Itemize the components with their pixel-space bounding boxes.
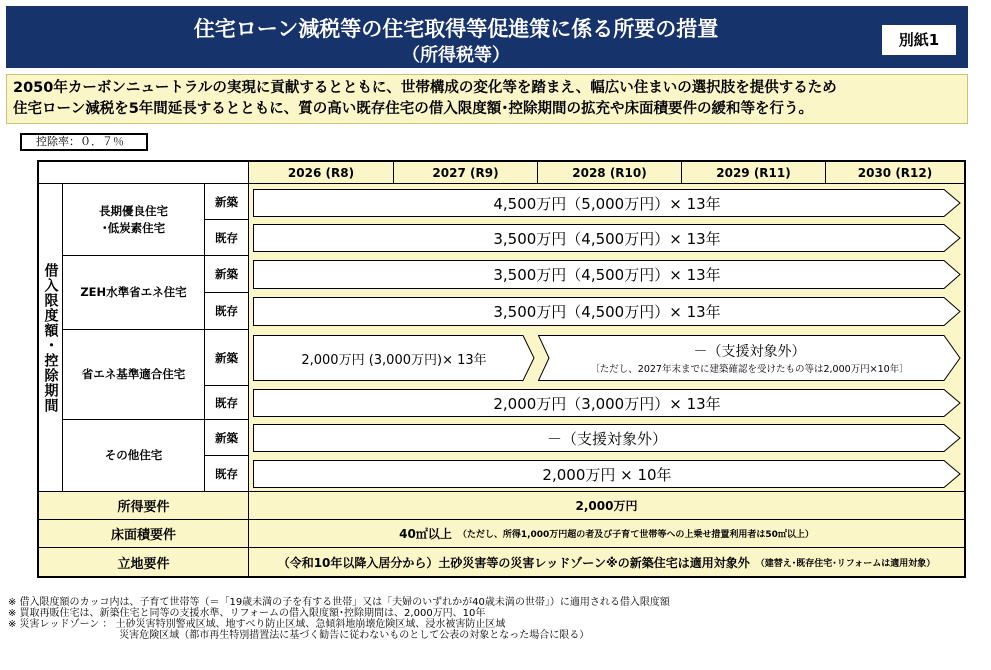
arrow-energy-new-b bbox=[538, 335, 961, 381]
arrow-longlife-existing bbox=[253, 224, 961, 252]
arrow-energy-existing bbox=[253, 389, 961, 417]
value-other-new: －（支援対象外） bbox=[546, 429, 667, 448]
page-subtitle: （所得税等） bbox=[402, 45, 510, 66]
value-energy-new-b-note: 〔ただし、2027年末までに建築確認を受けたもの等は2,000万円×10年〕 bbox=[590, 364, 909, 375]
sub-existing-longlife: 既存 bbox=[205, 220, 249, 256]
floor-requirement-value bbox=[249, 520, 964, 548]
category-longlife bbox=[63, 184, 205, 256]
location-requirement-note: （建替え･既存住宅･リフォームは適用対象） bbox=[755, 558, 936, 569]
arrow-energy-new-a bbox=[253, 335, 535, 381]
attachment-badge: 別紙1 bbox=[882, 25, 956, 55]
footnote-1: ※ 借入限度額のカッコ内は、子育て世帯等（＝「19歳未満の子を有する世帯」又は「夫婦のいずれかが40歳未満の世帯」）に適用される借入限度額 bbox=[8, 597, 670, 608]
year-header-2029: 2029 (R11) bbox=[682, 162, 826, 184]
footnotes bbox=[8, 597, 670, 641]
arrow-longlife-new bbox=[253, 189, 961, 217]
year-header-2028: 2028 (R10) bbox=[538, 162, 682, 184]
income-requirement-value bbox=[249, 492, 964, 520]
value-longlife-new: 4,500万円（5,000万円）× 13年 bbox=[493, 194, 721, 213]
category-other: その他住宅 bbox=[63, 420, 205, 492]
floor-requirement-text: 40㎡以上 bbox=[399, 527, 452, 541]
category-energy: 省エネ基準適合住宅 bbox=[63, 330, 205, 420]
value-zeh-new: 3,500万円（4,500万円）× 13年 bbox=[493, 266, 721, 284]
summary-box bbox=[6, 74, 968, 124]
footnote-4: 災害危険区域（都市再生特別措置法に基づく勧告に従わないものとして公表の対象となった場合に限る） bbox=[8, 630, 590, 641]
year-header-2030: 2030 (R12) bbox=[826, 162, 964, 184]
deduction-rate-label: 控除率：０．７％ bbox=[20, 133, 148, 151]
summary-line-2: 住宅ローン減税を5年間延長するとともに、質の高い既存住宅の借入限度額･控除期間の拡充や床面積要件の緩和等を行う。 bbox=[13, 101, 814, 117]
arrow-other-existing bbox=[253, 460, 961, 488]
year-header-2026: 2026 (R8) bbox=[249, 162, 394, 184]
summary-line-1: 2050年カーボンニュートラルの実現に貢献するとともに、世帯構成の変化等を踏まえ、幅広い住まいの選択肢を提供するため bbox=[13, 80, 837, 96]
category-longlife-line2: ･低炭素住宅 bbox=[101, 220, 166, 235]
page-title: 住宅ローン減税等の住宅取得等促進策に係る所要の措置 bbox=[193, 17, 719, 41]
arrow-zeh-new bbox=[253, 260, 961, 289]
value-energy-new-b-main: －（支援対象外） bbox=[693, 344, 806, 360]
value-other-existing: 2,000万円 × 10年 bbox=[542, 465, 672, 484]
location-requirement-text: （令和10年以降入居分から）土砂災害等の災害レッドゾーン※の新築住宅は適用対象外 bbox=[277, 555, 750, 570]
sub-existing-other: 既存 bbox=[205, 456, 249, 492]
arrow-zeh-existing bbox=[253, 297, 961, 326]
category-longlife-line1: 長期優良住宅 bbox=[99, 203, 168, 218]
sub-existing-energy: 既存 bbox=[205, 386, 249, 420]
value-energy-new-a: 2,000万円 (3,000万円)× 13年 bbox=[301, 352, 487, 368]
sub-existing-zeh: 既存 bbox=[205, 293, 249, 330]
floor-requirement-note: （ただし、所得1,000万円超の者及び子育て世帯等への上乗せ措置利用者は50㎡以上） bbox=[457, 530, 814, 540]
value-longlife-existing: 3,500万円（4,500万円）× 13年 bbox=[493, 229, 721, 248]
sub-new-longlife: 新築 bbox=[205, 184, 249, 220]
location-requirement-label: 立地要件 bbox=[39, 548, 249, 576]
footnote-3: ※ 災害レッドゾーン ： 土砂災害特別警戒区域、地すべり防止区域、急傾斜地崩壊危険区域、浸水被害防止区域 bbox=[8, 619, 506, 630]
header-empty-cell bbox=[39, 162, 249, 184]
category-zeh: ZEH水準省エネ住宅 bbox=[63, 256, 205, 330]
value-energy-existing: 2,000万円（3,000万円）× 13年 bbox=[493, 394, 721, 413]
location-requirement-value bbox=[249, 548, 964, 576]
year-header-2027: 2027 (R9) bbox=[394, 162, 538, 184]
value-energy-new-b bbox=[538, 335, 961, 381]
footnote-2: ※ 買取再販住宅は、新築住宅と同等の支援水準、リフォームの借入限度額･控除期間は、2,000万円、10年 bbox=[8, 608, 486, 619]
value-zeh-existing: 3,500万円（4,500万円）× 13年 bbox=[493, 303, 721, 321]
vertical-label-cell bbox=[39, 184, 63, 492]
income-requirement-text: 2,000万円 bbox=[575, 499, 638, 513]
vertical-label: 借入限度額・控除期間 bbox=[42, 262, 59, 413]
arrow-other-new bbox=[253, 424, 961, 452]
sub-new-other: 新築 bbox=[205, 420, 249, 456]
floor-requirement-label: 床面積要件 bbox=[39, 520, 249, 548]
measures-table bbox=[37, 160, 966, 578]
header-banner bbox=[6, 6, 968, 68]
sub-new-zeh: 新築 bbox=[205, 256, 249, 293]
sub-new-energy: 新築 bbox=[205, 330, 249, 386]
income-requirement-label: 所得要件 bbox=[39, 492, 249, 520]
